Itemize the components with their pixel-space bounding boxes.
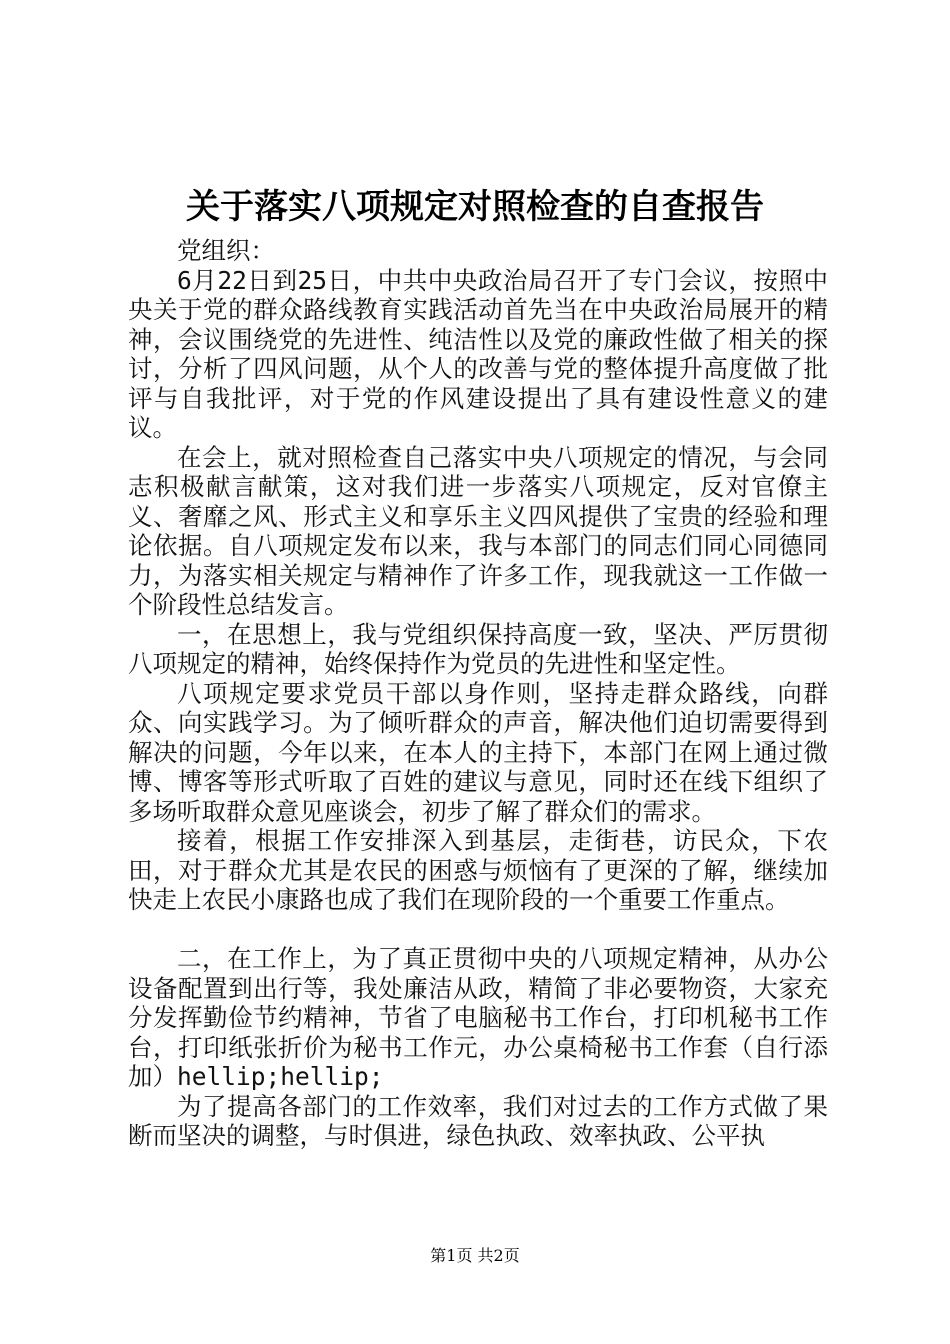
- paragraph-1: 6月22日到25日，中共中央政治局召开了专门会议，按照中央关于党的群众路线教育实践活动首先当在中央政治局展开的精神，会议围绕党的先进性、纯洁性以及党的廉政性做了相关的探讨，分析了四风问题，从个人的改善与党的整体提升高度做了批评与自我批评，对于党的作风建设提出了具有建设性意义的建议。: [128, 265, 828, 442]
- paragraph-5: 接着，根据工作安排深入到基层，走街巷，访民众，下农田，对于群众尤其是农民的困惑与烦恼有了更深的了解，继续加快走上农民小康路也成了我们在现阶段的一个重要工作重点。: [128, 826, 828, 914]
- paragraph-7: 为了提高各部门的工作效率，我们对过去的工作方式做了果断而坚决的调整，与时俱进，绿色执政、效率执政、公平执: [128, 1091, 828, 1150]
- paragraph-2: 在会上，就对照检查自己落实中央八项规定的情况，与会同志积极献言献策，这对我们进一步落实八项规定，反对官僚主义、奢靡之风、形式主义和享乐主义四风提供了宝贵的经验和理论依据。自八项规定发布以来，我与本部门的同志们同心同德同力，为落实相关规定与精神作了许多工作，现我就这一工作做一个阶段性总结发言。: [128, 442, 828, 619]
- paragraph-6: 二，在工作上，为了真正贯彻中央的八项规定精神，从办公设备配置到出行等，我处廉洁从政，精简了非必要物资，大家充分发挥勤俭节约精神，节省了电脑秘书工作台，打印机秘书工作台，打印纸张折价为秘书工作元，办公桌椅秘书工作套（自行添加）hellip;hellip;: [128, 944, 828, 1091]
- document-title: 关于落实八项规定对照检查的自查报告: [186, 187, 764, 227]
- salutation: 党组织：: [177, 236, 275, 265]
- paragraph-3: 一，在思想上，我与党组织保持高度一致，坚决、严厉贯彻八项规定的精神，始终保持作为党员的先进性和坚定性。: [128, 619, 828, 678]
- page-number-footer: 第1页 共2页: [430, 1246, 520, 1265]
- paragraph-4: 八项规定要求党员干部以身作则，坚持走群众路线，向群众、向实践学习。为了倾听群众的声音，解决他们迫切需要得到解决的问题，今年以来，在本人的主持下，本部门在网上通过微博、博客等形式听取了百姓的建议与意见，同时还在线下组织了多场听取群众意见座谈会，初步了解了群众们的需求。: [128, 678, 828, 826]
- document-body: [128, 236, 828, 1151]
